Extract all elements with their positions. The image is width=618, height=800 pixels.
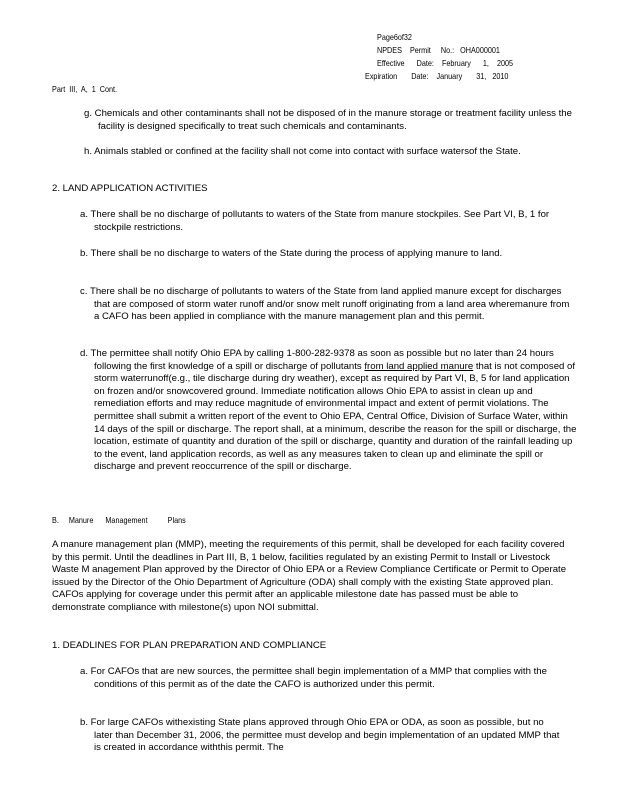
effective-day: 1, xyxy=(482,58,489,68)
deadline-item-b: b. For large CAFOs withexisting State plans approved through Ohio EPA or ODA, as soon as possible, but no later than December 31, 2006, the permittee must develop and begin implementation of an updated MMP that is created in accordance withthis permit. The xyxy=(80,717,560,754)
part-reference: Part III, A, 1 Cont. xyxy=(52,84,118,94)
land-item-d-text-1: d. The permittee shall notify Ohio EPA by calling 1-800-282-9378 as soon as possible but no later than 24 hours following the first knowledge of a spill or discharge of pollutants xyxy=(80,348,554,372)
effective-month: February xyxy=(441,58,471,68)
deadlines-title: 1. DEADLINES FOR PLAN PREPARATION AND COMPLIANCE xyxy=(52,640,327,651)
npdes-label: NPDES xyxy=(377,45,402,55)
no-label: No.: xyxy=(440,45,455,55)
section-b-title: B. Manure Management Plans xyxy=(52,515,186,525)
npdes-line xyxy=(377,45,500,55)
land-item-d-text-2: that is not composed of storm waterrunoff(e.g., tile discharge during dry weather), except as required by Part VI, B, 5 for land application on frozen and/or snowcovered ground. Immediate notification allows Ohio EPA to assist in clean up and remediation efforts and may reduce magnitude of environmental impact and extent of permit violations. The permittee shall submit a written report of the event to Ohio EPA, Central Office, Division of Surface Water, within 14 days of the spill or discharge. The report shall, at a minimum, describe the reason for the spill or discharge, the location, estimate of quantity and duration of the spill or discharge, quantity and duration of the rainfall leading up to the event, land application records, as well as any measures taken to clean up and eliminate the spill or discharge and prevent reoccurrence of the spill or discharge. xyxy=(94,360,577,473)
page-number-text: Page6of32 xyxy=(377,32,412,42)
expiration-line xyxy=(365,71,508,81)
land-item-d-underlined: from land applied manure xyxy=(364,360,474,372)
deadline-item-a: a. For CAFOs that are new sources, the permittee shall begin implementation of a MMP that complies with the conditions of this permit as of the date the CAFO is authorized under this permit. xyxy=(80,666,547,690)
expiration-label: Expiration xyxy=(365,71,398,81)
section-2-title: 2. LAND APPLICATION ACTIVITIES xyxy=(52,183,208,194)
effective-label: Effective xyxy=(377,58,405,68)
expiration-year: 2010 xyxy=(492,71,509,81)
effective-line xyxy=(377,58,513,68)
land-item-d xyxy=(80,348,580,474)
effective-date-label: Date: xyxy=(416,58,434,68)
land-item-b: b. There shall be no discharge to waters of the State during the process of applying manure to land. xyxy=(80,248,503,259)
expiration-date-label: Date: xyxy=(411,71,429,81)
land-item-a: a. There shall be no discharge of pollutants to waters of the State from manure stockpiles. See Part VI, B, 1 for stockpile restrictions. xyxy=(80,209,550,233)
permit-label: Permit xyxy=(409,45,431,55)
page-number xyxy=(377,32,412,42)
item-g: g. Chemicals and other contaminants shall not be disposed of in the manure storage or treatment facility unless the facility is designed specifically to treat such chemicals and contaminants. xyxy=(84,108,572,132)
land-item-c: c. There shall be no discharge of pollutants to waters of the State from land applied manure except for discharges that are composed of storm water runoff and/or snow melt runoff originating from a land area wheremanure from a CAFO has been applied in compliance with the manure management plan and this permit. xyxy=(80,286,570,323)
expiration-month: January xyxy=(436,71,463,81)
permit-number: OHA000001 xyxy=(460,45,500,55)
effective-year: 2005 xyxy=(496,58,514,68)
mmp-paragraph: A manure management plan (MMP), meeting the requirements of this permit, shall be developed for each facility covered by this permit. Until the deadlines in Part III, B, 1 below, facilities regulated by an existing Permit to Install or Livestock Waste M anagement Plan approved by the Director of Ohio EPA or a Review Compliance Certificate or Permit to Operate issued by the Director of the Ohio Department of Agriculture (ODA) shall comply with the existing State approved plan. CAFOs applying for coverage under this permit after an applicable milestone date has passed must be able to demonstrate compliance with milestone(s) upon NOI submittal. xyxy=(52,539,567,613)
expiration-day: 31, xyxy=(476,71,487,81)
item-h: h. Animals stabled or confined at the facility shall not come into contact with surface watersof the State. xyxy=(84,146,521,157)
